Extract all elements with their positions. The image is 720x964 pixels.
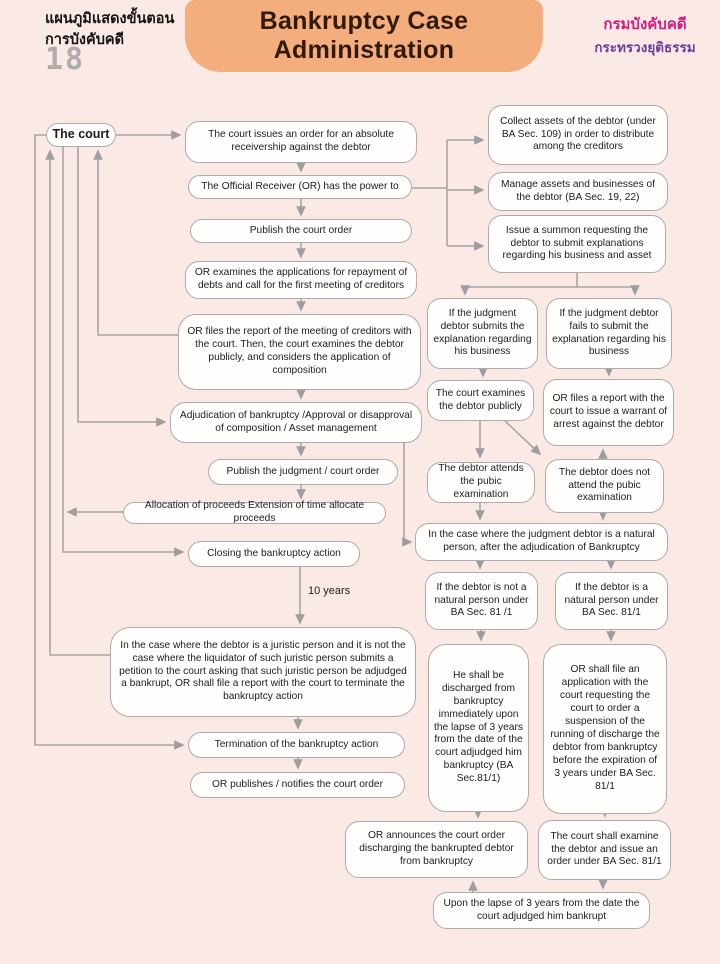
flow-node-allocation: Allocation of proceeds Extension of time allocate proceeds — [123, 502, 386, 524]
header-subtitle-line2: การบังคับคดี — [45, 32, 125, 49]
flow-node-issue-order: The court issues an order for an absolute receivership against the debtor — [185, 121, 417, 163]
page-number: 18 — [45, 42, 86, 77]
flow-node-not-natural-person: If the debtor is not a natural person under BA Sec. 81 /1 — [425, 572, 538, 630]
flow-node-discharged: He shall be discharged from bankruptcy immediately upon the lapse of 3 years from the date of the court adjudged him bankruptcy (BA Sec.81/1) — [428, 644, 529, 812]
flow-node-issue-summon: Issue a summon requesting the debtor to submit explanations regarding his business and asset — [488, 215, 666, 273]
flow-node-fails-explanation: If the judgment debtor fails to submit the explanation regarding his business — [546, 298, 672, 369]
org-name-line2: กระทรวงยุติธรรม — [594, 39, 696, 56]
flow-node-debtor-not-attend: The debtor does not attend the pubic examination — [545, 459, 664, 513]
flow-node-collect-assets: Collect assets of the debtor (under BA Sec. 109) in order to distribute among the creditors — [488, 105, 668, 165]
flow-node-or-application: OR shall file an application with the court requesting the court to order a suspension of the running of discharge the debtor from bankruptcy before the expiration of 3 years under BA Sec. 81/1 — [543, 644, 667, 814]
org-name-line1: กรมบังคับคดี — [603, 15, 687, 33]
flow-node-closing: Closing the bankruptcy action — [188, 541, 360, 567]
flow-node-court-examine-order: The court shall examine the debtor and issue an order under BA Sec. 81/1 — [538, 820, 671, 880]
flow-node-or-announces: OR announces the court order discharging the bankrupted debtor from bankruptcy — [345, 821, 528, 878]
flow-node-lapse-3-years: Upon the lapse of 3 years from the date the court adjudged him bankrupt — [433, 892, 650, 929]
page-title: Bankruptcy Case Administration — [259, 7, 469, 64]
flow-node-debtor-attends: The debtor attends the pubic examination — [427, 462, 535, 503]
flow-node-publish-judgment: Publish the judgment / court order — [208, 459, 398, 485]
flow-node-is-natural-person: If the debtor is a natural person under BA Sec. 81/1 — [555, 572, 668, 630]
flow-node-natural-person-case: In the case where the judgment debtor is a natural person, after the adjudication of Bankruptcy — [415, 523, 668, 561]
flow-node-termination: Termination of the bankruptcy action — [188, 732, 405, 758]
flow-node-warrant-of-arrest: OR files a report with the court to issue a warrant of arrest against the debtor — [543, 379, 674, 446]
flow-node-or-publishes: OR publishes / notifies the court order — [190, 772, 405, 798]
flow-node-court: The court — [46, 123, 116, 147]
flow-node-or-examines: OR examines the applications for repayment of debts and call for the first meeting of creditors — [185, 261, 417, 299]
flow-node-submits-explanation: If the judgment debtor submits the explanation regarding his business — [427, 298, 538, 369]
flow-node-or-power: The Official Receiver (OR) has the power to — [188, 175, 412, 199]
flow-node-publish-order: Publish the court order — [190, 219, 412, 243]
flow-node-juristic-case: In the case where the debtor is a juristic person and it is not the case where the liquidator of such juristic person submits a petition to the court asking that such juristic person be adjudged a bankrupt, OR shall file a report with the court to terminate the bankruptcy action — [110, 627, 416, 717]
flow-node-or-files-report: OR files the report of the meeting of creditors with the court. Then, the court examines the debtor publicly, and considers the application of composition — [178, 314, 421, 390]
edge-label-10-years: 10 years — [308, 585, 351, 597]
flow-node-adjudication: Adjudication of bankruptcy /Approval or disapproval of composition / Asset management — [170, 402, 422, 443]
header-subtitle-line1: แผนภูมิแสดงขั้นตอน — [45, 11, 175, 27]
flow-node-court-examines-publicly: The court examines the debtor publicly — [427, 380, 534, 421]
flow-node-manage-assets: Manage assets and businesses of the debtor (BA Sec. 19, 22) — [488, 172, 668, 211]
